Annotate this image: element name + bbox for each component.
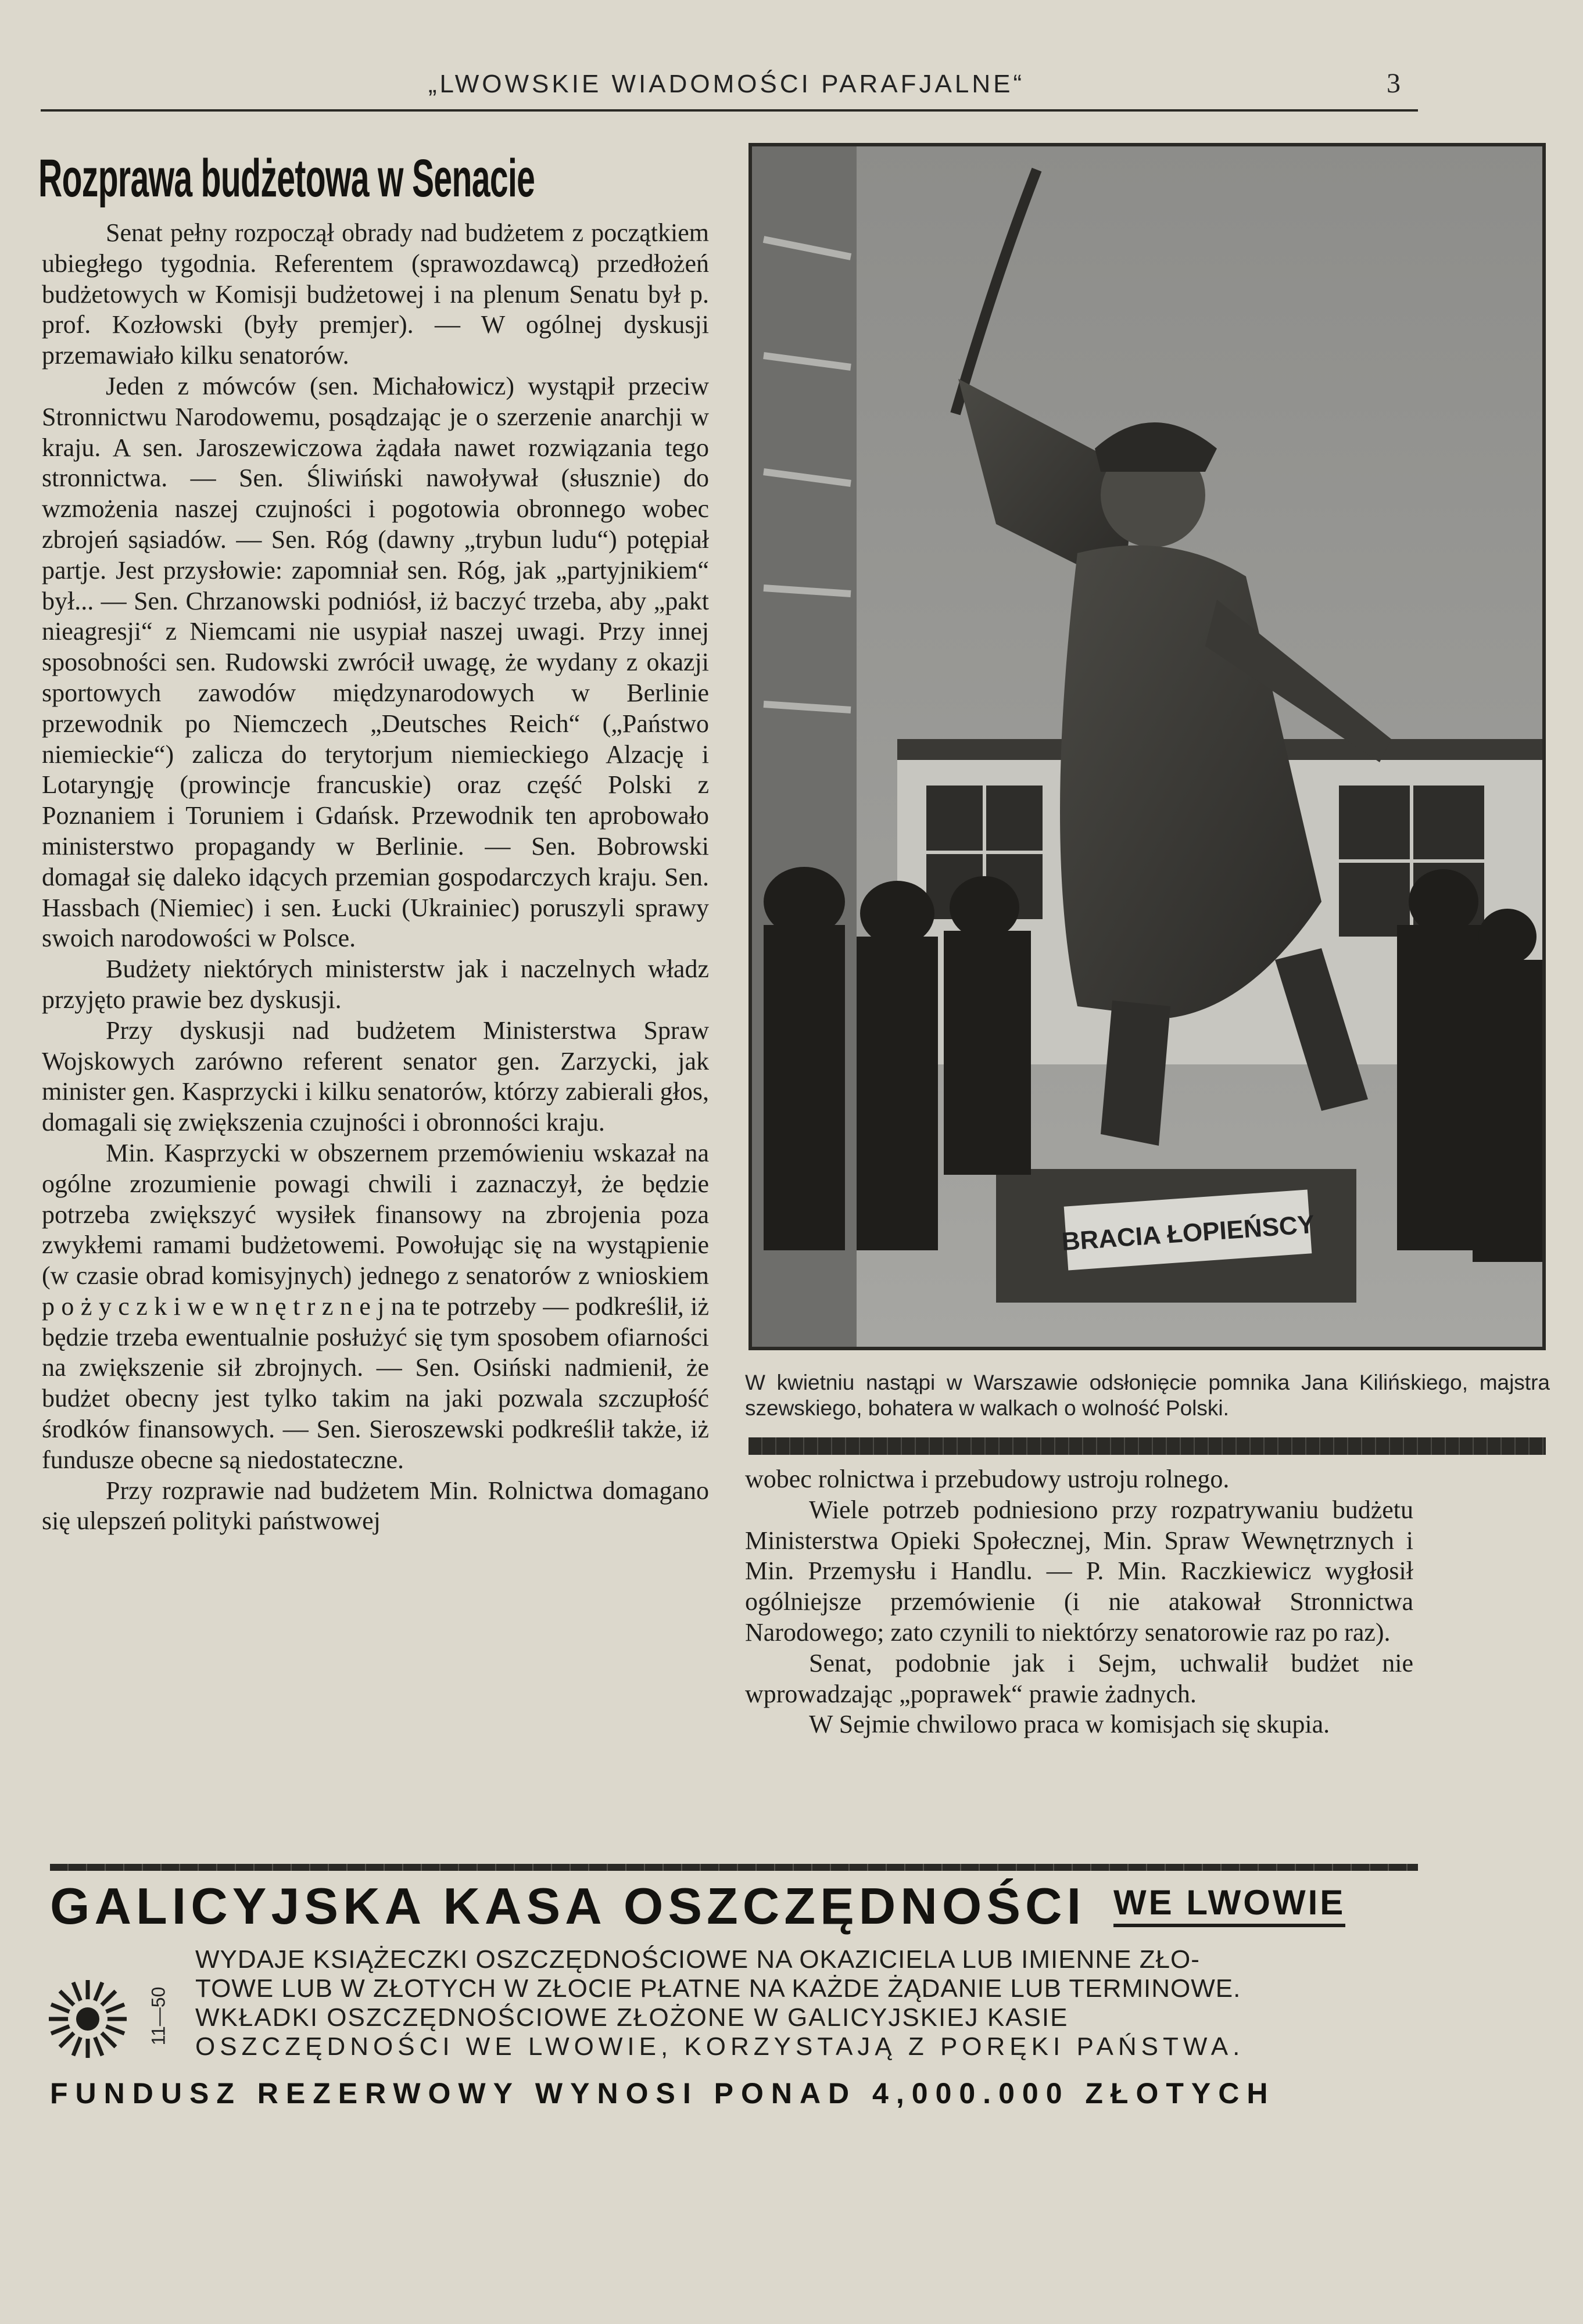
article-paragraph: Senat pełny rozpoczął obrady nad budżetem z początkiem ubiegłego tygodnia. Referentem (sprawozdawcą) przedłożeń budżetowych w Komisji budżetowej i na plenum Senatu był p. prof. Kozłowski (były premjer). — W ogólnej dyskusji przemawiało kilku senatorów. [42,218,709,370]
article-paragraph: Min. Kasprzycki w obszernem przemówieniu wskazał na ogólne zrozumienie powagi chwili i zaznaczył, że będzie potrzeba zwiększyć wysiłek finansowy na zbrojenia poza zwykłemi ramami budżetowemi. Powołując się na wystąpienie (w czasie obrad komisyjnych) jednego z senatorów z wnioskiem p o ż y c z k i w e w n ę t r z n e j na te potrzeby — podkreślił, iż będzie trzeba ewentualnie posłużyć się tym sposobem ofiarności na zwiększenie sił zbrojnych. — Sen. Osiński nadmienił, że budżet obecny jest tylko takim na jaki pozwala szczupłość środków finansowych. — Sen. Sieroszewski podkreślił także, iż fundusze obecne są niedostateczne. [42,1138,709,1474]
advertisement-rule [50,1864,1418,1871]
advertisement-code-text: 11—50 [148,1986,169,2046]
article-column-left [42,218,709,1537]
pedestal-inscription: BRACIA ŁOPIEŃSCY [1061,1210,1316,1257]
page-number: 3 [1387,68,1401,99]
article-paragraph: W Sejmie chwilowo praca w komisjach się skupia. [809,1710,1330,1739]
bank-logo-icon [44,1975,131,2063]
article-paragraph: Budżety niektórych ministerstw jak i naczelnych władz przyjęto prawie bez dyskusji. [42,955,709,1014]
advertisement-title: GALICYJSKA KASA OSZCZĘDNOŚCI [50,1877,1086,1935]
article-paragraph: Przy dyskusji nad budżetem Ministerstwa Spraw Wojskowych zarówno referent senator gen. Zarzycki, jak minister gen. Kasprzycki i kilku senatorów, którzy zabierali głos, domagali się zwiększenia czujności i obronności kraju. [42,1016,709,1137]
monument-photo-image [752,146,1542,1347]
header-rule [41,109,1418,112]
advertisement-fund: FUNDUSZ REZERWOWY WYNOSI PONAD 4,000.000 ZŁOTYCH [50,2077,1276,2110]
article-paragraph: wobec rolnictwa i przebudowy ustroju rolnego. [745,1465,1230,1493]
advertisement-text-line: TOWE LUB W ZŁOTYCH W ZŁOCIE PŁATNE NA KAŻDE ŻĄDANIE LUB TERMINOWE. [195,1974,1241,2003]
article-paragraph: Jeden z mówców (sen. Michałowicz) wystąpił przeciw Stronnictwu Narodowemu, posądzając je o szerzenie anarchji w kraju. A sen. Jaroszewiczowa żądała nawet rozwiązania tego stronnictwa. — Sen. Śliwiński nawoływał (słusznie) do wzmożenia naszej czujności i pogotowia obronnego wobec zbrojeń sąsiadów. — Sen. Róg (dawny „trybun ludu“) potępiał partje. Jest przysłowie: zapomniał sen. Róg, jak „partyjnikiem“ był... — Sen. Chrzanowski podniósł, iż baczyć trzeba, aby „pakt nieagresji“ z Niemcami nie usypiał naszej uwagi. Przy innej sposobności sen. Rudowski zwrócił uwagę, że wydany z okazji sportowych zawodów międzynarodowych w Berlinie przewodnik po Niemczech „Deutsches Reich“ („Państwo niemieckie“) zalicza do terytorjum niemieckiego Alzację i Lotaryngję (prowincje francuskie) oraz część Polski z Poznaniem i Toruniem i Gdańsk. Przewodnik ten aprobowało ministerstwo propagandy w Berlinie. — Sen. Bobrowski domagał się daleko idących przemian gospodarczych kraju. Sen. Hassbach (Niemiec) i sen. Łucki (Ukrainiec) poruszyli sprawy swoich narodowości w Polsce. [42,371,709,953]
advertisement-text-line: WYDAJE KSIĄŻECZKI OSZCZĘDNOŚCIOWE NA OKAZICIELA LUB IMIENNE ZŁO- [195,1945,1200,1974]
advertisement-city: WE LWOWIE [1113,1882,1345,1927]
advertisement-text-line: OSZCZĘDNOŚCI WE LWOWIE, KORZYSTAJĄ Z PORĘKI PAŃSTWA. [195,2032,1245,2061]
monument-photo [748,143,1546,1350]
caption-rule [748,1437,1546,1455]
photo-caption: W kwietniu nastąpi w Warszawie odsłonięcie pomnika Jana Kilińskiego, majstra szewskiego, bohatera w walkach o wolność Polski. [745,1371,1550,1420]
running-header [41,63,1412,109]
article-column-right [745,1464,1413,1740]
article-paragraph: Senat, podobnie jak i Sejm, uchwalił budżet nie wprowadzając „poprawek“ prawie żadnych. [745,1648,1413,1708]
article-title: Rozprawa budżetowa w Senacie [38,149,535,208]
running-title: „LWOWSKIE WIADOMOŚCI PARAFJALNE“ [428,70,1025,98]
advertisement-code [138,1970,179,2063]
article-paragraph: Wiele potrzeb podniesiono przy rozpatrywaniu budżetu Ministerstwa Opieki Społecznej, Min. Spraw Wewnętrznych i Min. Przemysłu i Handlu. — P. Min. Raczkiewicz wygłosił ogólniejsze przemówienie (i nie atakował Stronnictwa Narodowego; zato czynili to niektórzy senatorowie raz po raz). [745,1495,1413,1647]
article-paragraph: Przy rozprawie nad budżetem Min. Rolnictwa domagano się ulepszeń polityki państwowej [42,1476,709,1536]
advertisement-text-line: WKŁADKI OSZCZĘDNOŚCIOWE ZŁOŻONE W GALICYJSKIEJ KASIE [195,2003,1069,2032]
